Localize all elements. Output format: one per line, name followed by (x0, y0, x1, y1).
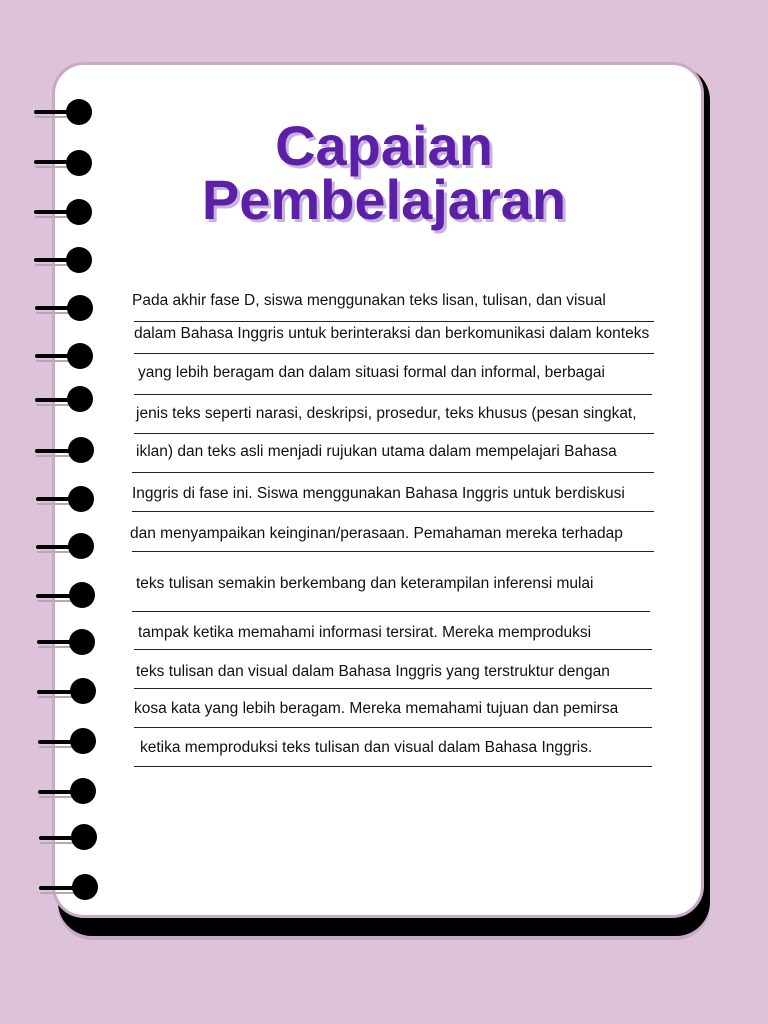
spiral-ring (70, 778, 96, 804)
spiral-ring (67, 343, 93, 369)
ruled-line (134, 433, 654, 434)
ruled-line (134, 321, 654, 322)
ruled-line (132, 472, 654, 473)
body-line-3: yang lebih beragam dan dalam situasi formal dan informal, berbagai (138, 364, 605, 381)
ruled-line (134, 353, 654, 354)
spiral-ring (68, 533, 94, 559)
body-line-4: jenis teks seperti narasi, deskripsi, prosedur, teks khusus (pesan singkat, (136, 405, 637, 422)
body-line-2: dalam Bahasa Inggris untuk berinteraksi dan berkomunikasi dalam konteks (134, 325, 650, 342)
spiral-ring (72, 874, 98, 900)
ruled-line (134, 688, 652, 689)
spiral-ring (68, 437, 94, 463)
body-line-9: tampak ketika memahami informasi tersirat. Mereka memproduksi (138, 624, 592, 641)
spiral-ring (70, 678, 96, 704)
spiral-ring (71, 824, 97, 850)
body-line-8: teks tulisan semakin berkembang dan keterampilan inferensi mulai (136, 575, 594, 592)
body-line-10: teks tulisan dan visual dalam Bahasa Inggris yang terstruktur dengan (136, 663, 610, 680)
spiral-ring (66, 99, 92, 125)
body-line-6: Inggris di fase ini. Siswa menggunakan Bahasa Inggris untuk berdiskusi (132, 485, 625, 502)
ruled-line (134, 394, 652, 395)
spiral-ring (67, 295, 93, 321)
spiral-ring (68, 486, 94, 512)
ruled-line (134, 766, 652, 767)
spiral-ring (67, 386, 93, 412)
title-line-2: Pembelajaran (201, 168, 567, 231)
body-line-5: iklan) dan teks asli menjadi rujukan utama dalam mempelajari Bahasa (136, 443, 617, 460)
spiral-ring (69, 629, 95, 655)
spiral-ring (69, 582, 95, 608)
spiral-ring (70, 728, 96, 754)
spiral-ring (66, 247, 92, 273)
body-line-12: ketika memproduksi teks tulisan dan visual dalam Bahasa Inggris. (140, 739, 593, 756)
ruled-line (132, 551, 654, 552)
body-line-11: kosa kata yang lebih beragam. Mereka memahami tujuan dan pemirsa (134, 700, 619, 717)
spiral-ring (66, 199, 92, 225)
ruled-line (134, 727, 652, 728)
title-line-1: Capaian (275, 114, 493, 177)
body-line-7: dan menyampaikan keinginan/perasaan. Pemahaman mereka terhadap (130, 525, 623, 542)
spiral-ring (66, 150, 92, 176)
ruled-line (132, 511, 654, 512)
ruled-line (132, 611, 650, 612)
body-line-1: Pada akhir fase D, siswa menggunakan teks lisan, tulisan, dan visual (132, 292, 606, 309)
ruled-line (134, 649, 652, 650)
